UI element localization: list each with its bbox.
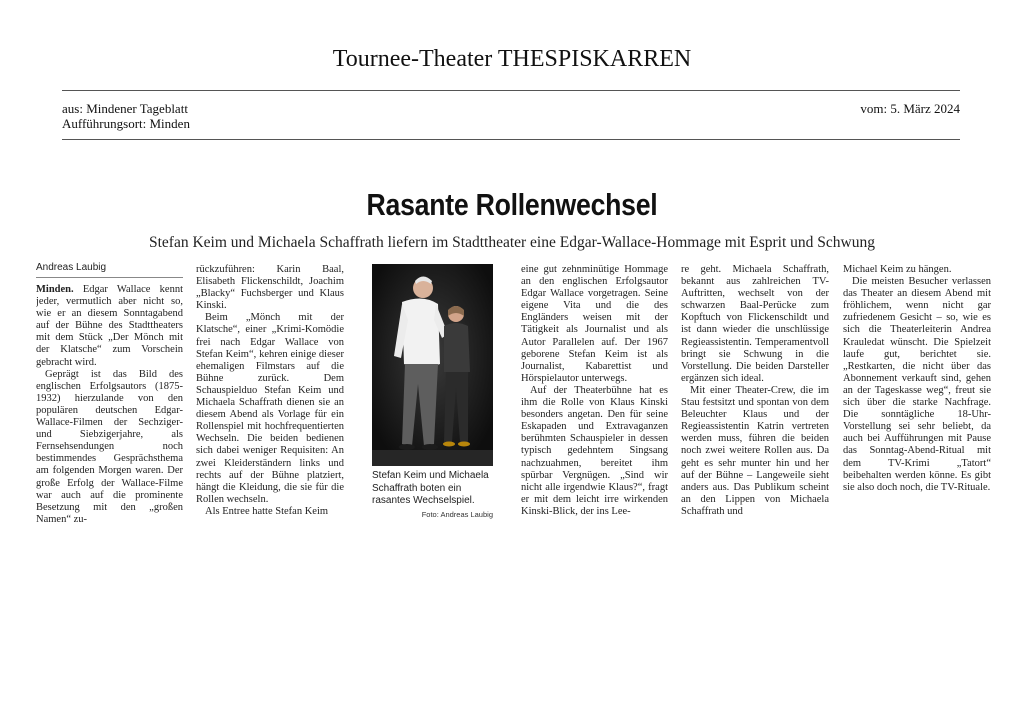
header-divider-top (62, 90, 960, 91)
paragraph-text: Edgar Wallace kennt jeder, vermutlich aber nicht so, wie er an diesem Sonntagabend auf der Bühne des Stadttheaters mit dem Stück „Der Mönch mit der Klatsche“ zum Vorschein gebracht wird. (36, 284, 183, 368)
article-subheadline: Stefan Keim und Michaela Schaffrath liefern im Stadttheater eine Edgar-Wallace-Hommage mit Esprit und Schwung (149, 234, 875, 251)
article-paragraph: Auf der Theaterbühne hat es ihm die Rolle von Klaus Kinski besonders angetan. Den für seine Eskapaden und Extravaganzen berühmten Schauspieler in dessen typisch gedehntem Singsang nachzuahmen, bereitet ihm spürbar Vergnügen. „Sind wir nicht alle irgendwie Klaus?“, fragt er mit dem leicht irre wirkenden Kinski-Blick, der ins Lee- (521, 384, 668, 517)
article-headline: Rasante Rollenwechsel (366, 187, 658, 222)
venue-label: Aufführungsort: Minden (62, 116, 190, 131)
stage-photo-illustration (372, 264, 493, 466)
article-paragraph: Geprägt ist das Bild des englischen Erfolgsautors (1875-1932) hierzulande von den populären deutschen Edgar-Wallace-Filmen der Sechziger- und Siebzigerjahre, als Fernsehsendungen noch bestimmendes Gesprächsthema am folgenden Morgen waren. Der große Erfolg der Wallace-Filme war auch auf die prominente Besetzung mit den „großen Namen“ zu- (36, 368, 183, 525)
date-label: vom: 5. März 2024 (860, 101, 960, 116)
dateline: Minden. (36, 284, 74, 295)
article-column-1 (36, 284, 183, 534)
article-column-3 (521, 264, 668, 532)
article-paragraph: eine gut zehnminütige Hommage an den englischen Erfolgsautor Edgar Wallace vorgetragen. Seine eigene Vita und die des Engländers weisen mit der Tätigkeit als Journalist und als Autor Parallelen auf. Der 1967 geborene Stefan Keim ist als Journalist, Kabarettist und Hörspielautor unterwegs. (521, 264, 668, 384)
article-column-5 (843, 264, 991, 532)
article-paragraph (36, 284, 183, 369)
article-paragraph: Mit einer Theater-Crew, die im Stau festsitzt und spontan von dem Beleuchter Klaus und der Regieassistentin Katrin vertreten werden muss, führen die beiden noch zwei weitere Rollen aus. Da geht es sehr munter hin und her auf der Bühne – Langeweile sieht anders aus. Das Publikum scheint an den Lippen von Michaela Schaffrath und (681, 384, 829, 517)
article-photo (372, 264, 493, 466)
photo-credit: Foto: Andreas Laubig (421, 510, 493, 519)
article-paragraph: Die meisten Besucher verlassen das Theater an diesem Abend mit fröhlichem, wenn nicht gar zufriedenem Gesicht – so, wie es sich die Theaterleiterin Andrea Krauledat wünscht. Die Spielzeit laufe gut, berichtet sie. „Restkarten, die nicht über das Abonnement verkauft sind, gehen an der Tageskasse weg“, freut sie sich über die starke Nachfrage. Die sonntägliche 18-Uhr-Vorstellung sei sehr beliebt, da auch bei Aufführungen mit Pause das Sonntag-Abend-Ritual mit dem TV-Krimi „Tatort“ beibehalten werden könne. Es gibt sie also doch noch, die TV-Rituale. (843, 276, 991, 493)
article-column-4 (681, 264, 829, 532)
source-label: aus: Mindener Tageblatt (62, 101, 188, 116)
article-author: Andreas Laubig (36, 262, 183, 278)
page-title: Tournee-Theater THESPISKARREN (332, 46, 692, 72)
article-paragraph: Michael Keim zu hängen. (843, 264, 952, 275)
article-paragraph: Als Entree hatte Stefan Keim (205, 505, 329, 517)
article-paragraph: re geht. Michaela Schaffrath, bekannt aus zahlreichen TV-Auftritten, wechselt von der schwarzen Baal-Perücke zum Kopftuch von Flickenschildt und ist dann wieder die unschlüssige Regieassistentin. Temperamentvoll bringt sie Schwung in die Vorstellung. Die beiden Darsteller ergänzen sich ideal. (681, 264, 829, 384)
header-divider-bottom (62, 139, 960, 140)
article-paragraph: Beim „Mönch mit der Klatsche“, einer „Krimi-Komödie frei nach Edgar Wallace von Stefan Keim“, kehren einige dieser ehemaligen Filmstars auf die Bühne zurück. Dem Schauspielduo Stefan Keim und Michaela Schaffrath dienen sie an diesem Abend als Vorlage für ein Rollenspiel mit hochfrequentierten Wechseln. Die beiden bedienen sich dabei weniger Requisiten: An zwei Kleiderständern links und rechts auf der Bühne platziert, hängt die Kleidung, die sie für die Rollen wechseln. (196, 312, 344, 505)
article-paragraph: rückzuführen: Karin Baal, Elisabeth Flickenschildt, Joachim „Blacky“ Fuchsberger und Klaus Kinski. (196, 264, 344, 312)
photo-caption: Stefan Keim und Michaela Schaffrath boten ein rasantes Wechselspiel. (372, 470, 489, 506)
article-column-2 (196, 264, 344, 532)
